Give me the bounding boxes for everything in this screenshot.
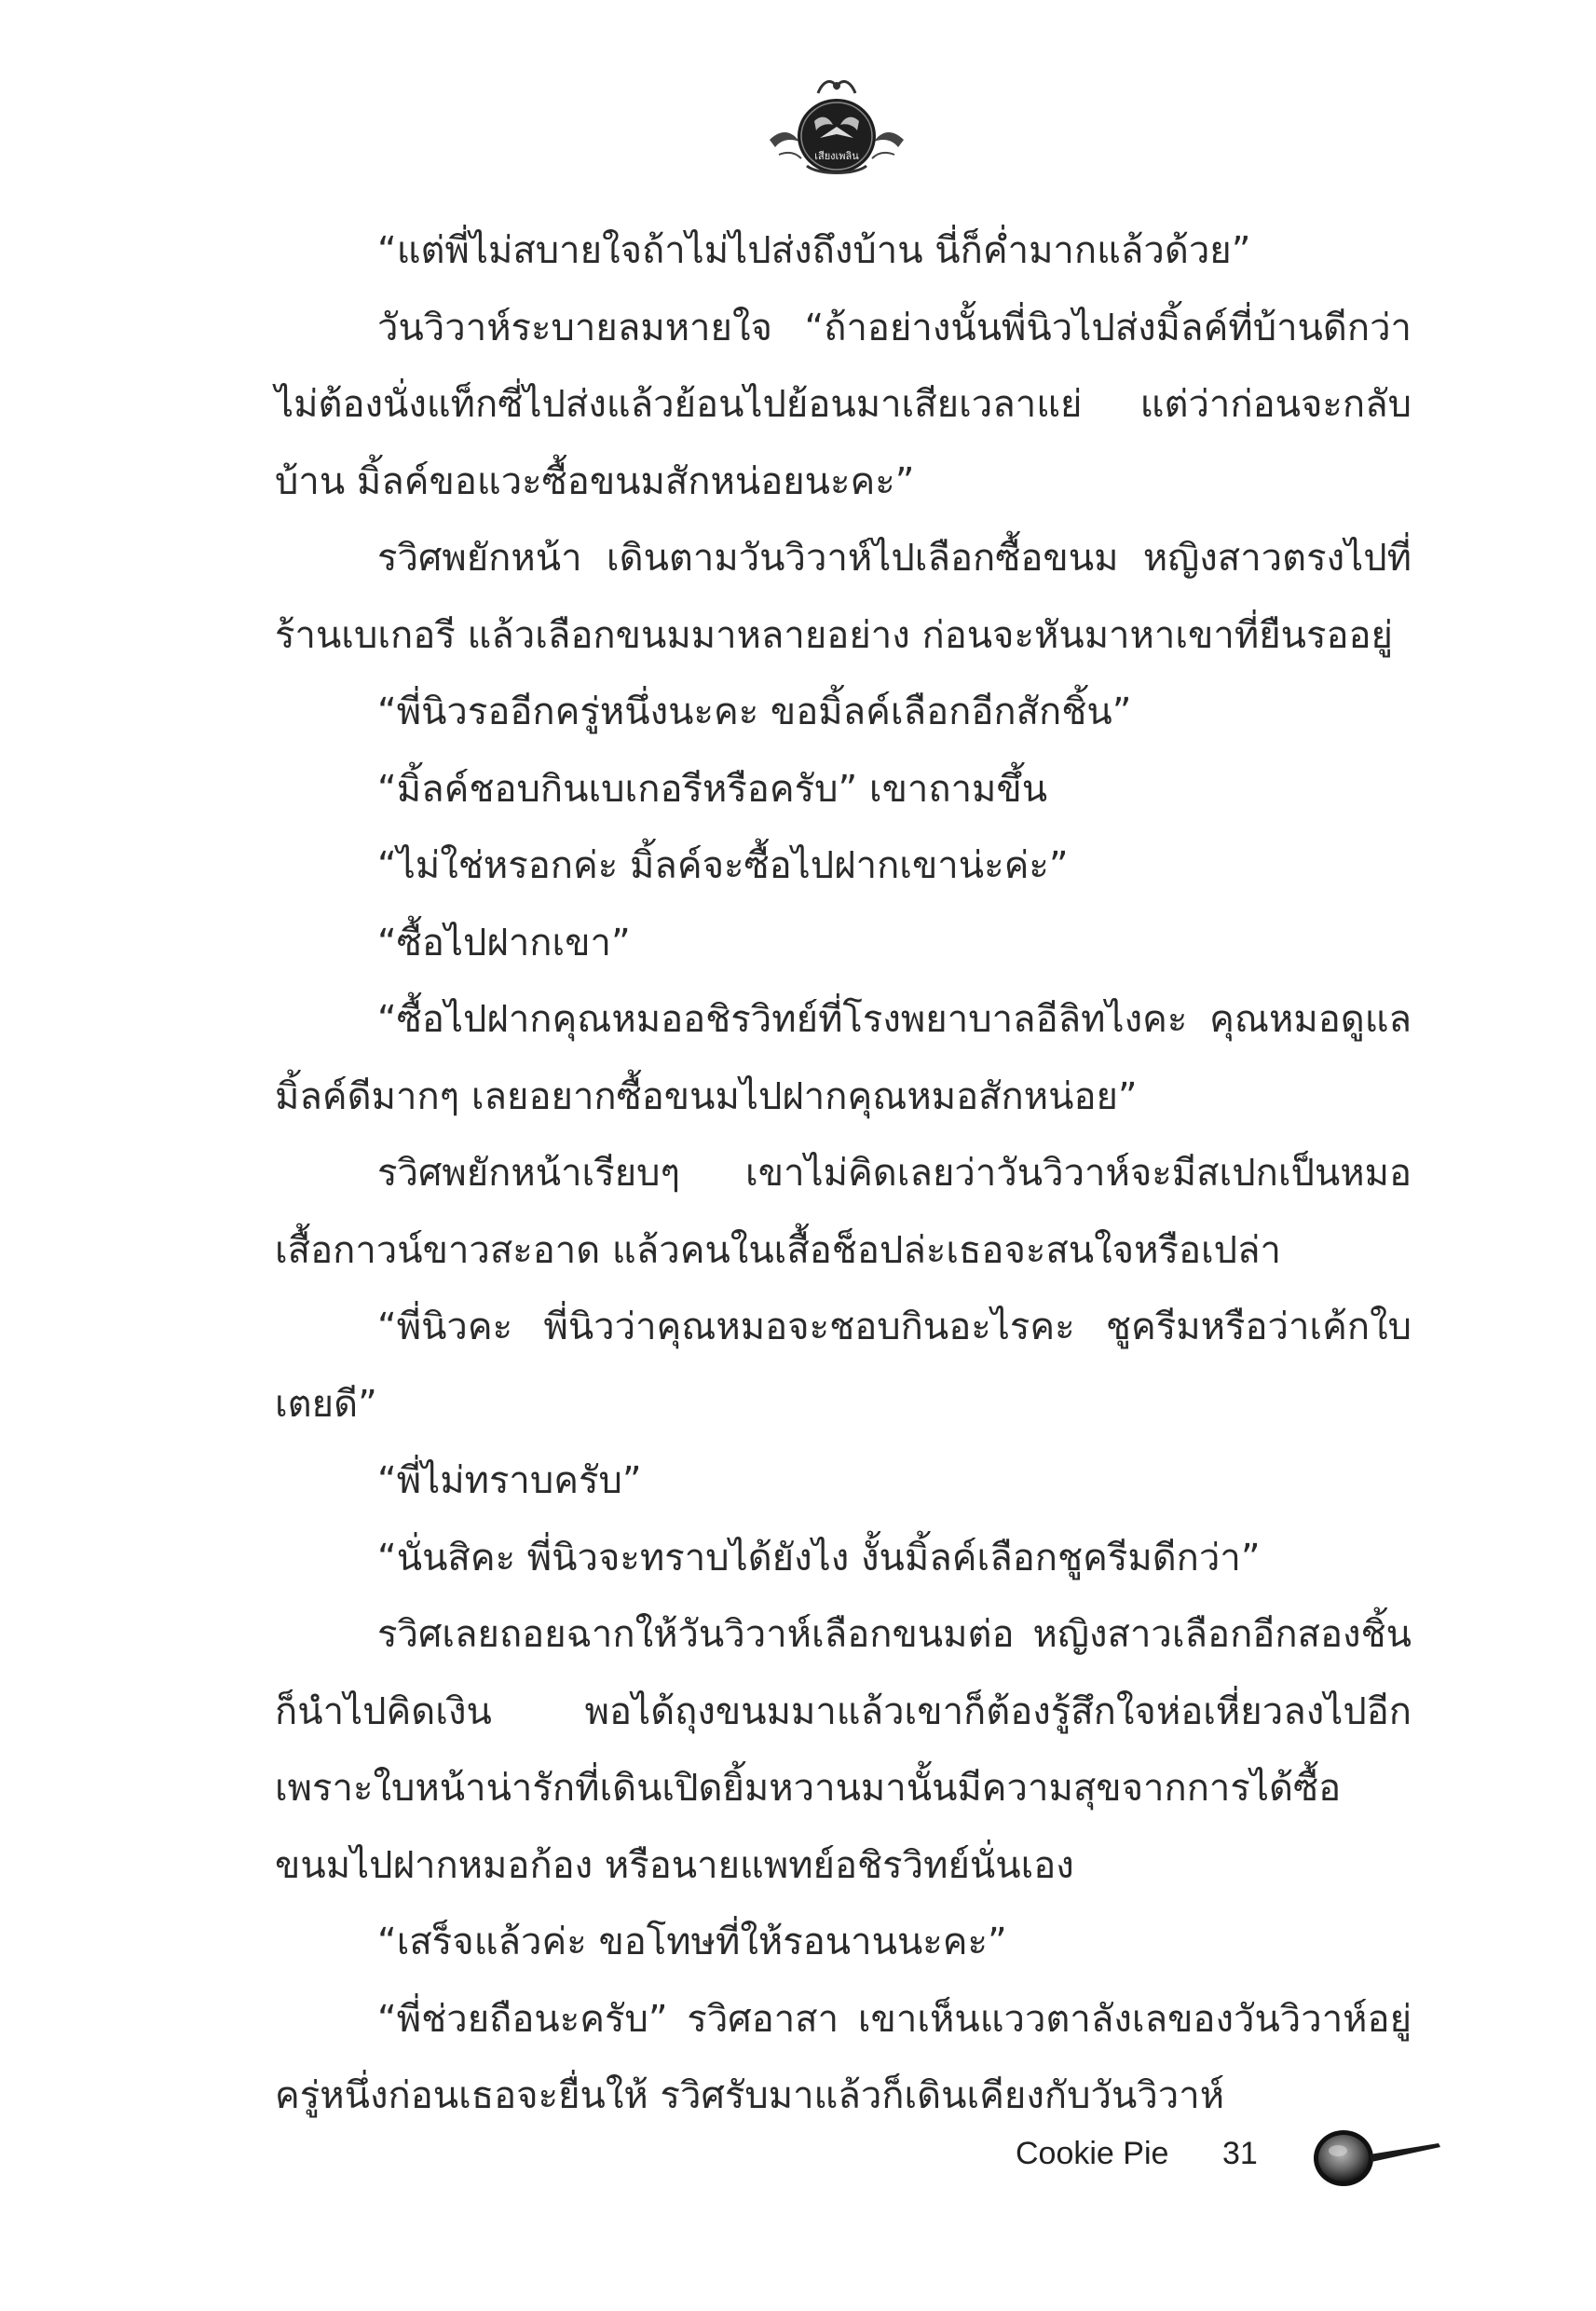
paragraph: “พี่นิวรออีกครู่หนึ่งนะคะ ขอมิ้ลค์เลือกอีกสักชิ้น” <box>377 691 1132 733</box>
publisher-logo <box>762 73 911 183</box>
frying-pan-icon <box>1312 2125 1442 2190</box>
page-number: 31 <box>1222 2136 1258 2171</box>
paragraph: “แต่พี่ไม่สบายใจถ้าไม่ไปส่งถึงบ้าน นี่ก็ค่ำมากแล้วด้วย” <box>377 229 1251 272</box>
paragraph: “นั่นสิคะ พี่นิวจะทราบได้ยังไง งั้นมิ้ลค์เลือกชูครีมดีกว่า” <box>377 1536 1261 1579</box>
paragraph: รวิศเลยถอยฉากให้วันวิวาห์เลือกขนมต่อ หญิงสาวเลือกอีกสองชิ้นก็นำไปคิดเงิน พอได้ถุงขนมมาแล้วเขาก็ต้องรู้สึกใจห่อเหี่ยวลงไปอีก เพราะใบหน้าน่ารักที่เดินเปิดยิ้มหวานมานั้นมีความสุขจากการได้ซื้อขนมไปฝากหมอก้อง หรือนายแพทย์อชิรวิทย์นั่นเอง <box>275 1613 1412 1887</box>
paragraph: “เสร็จแล้วค่ะ ขอโทษที่ให้รอนานนะคะ” <box>377 1921 1007 1963</box>
paragraph: “พี่นิวคะ พี่นิวว่าคุณหมอจะชอบกินอะไรคะ ชูครีมหรือว่าเค้กใบเตยดี” <box>275 1306 1412 1426</box>
ornate-crest-icon <box>762 73 911 183</box>
paragraph: รวิศพยักหน้า เดินตามวันวิวาห์ไปเลือกซื้อขนม หญิงสาวตรงไปที่ร้านเบเกอรี แล้วเลือกขนมมาหลายอย่าง ก่อนจะหันมาหาเขาที่ยืนรออยู่ <box>275 537 1412 657</box>
story-body <box>275 212 1412 2135</box>
paragraph: รวิศพยักหน้าเรียบๆ เขาไม่คิดเลยว่าวันวิวาห์จะมีสเปกเป็นหมอเสื้อกาวน์ขาวสะอาด แล้วคนในเสื้อช็อปล่ะเธอจะสนใจหรือเปล่า <box>275 1152 1412 1272</box>
paragraph: วันวิวาห์ระบายลมหายใจ “ถ้าอย่างนั้นพี่นิวไปส่งมิ้ลค์ที่บ้านดีกว่า ไม่ต้องนั่งแท็กซี่ไปส่งแล้วย้อนไปย้อนมาเสียเวลาแย่ แต่ว่าก่อนจะกลับบ้าน มิ้ลค์ขอแวะซื้อขนมสักหน่อยนะคะ” <box>275 306 1412 503</box>
paragraph: “พี่ไม่ทราบครับ” <box>377 1459 642 1502</box>
paragraph: “มิ้ลค์ชอบกินเบเกอรีหรือครับ” เขาถามขึ้น <box>377 767 1048 811</box>
page-footer <box>1016 2130 1444 2182</box>
paragraph: “ซื้อไปฝากคุณหมออชิรวิทย์ที่โรงพยาบาลอีลิทไงคะ คุณหมอดูแลมิ้ลค์ดีมากๆ เลยอยากซื้อขนมไปฝากคุณหมอสักหน่อย” <box>275 998 1412 1118</box>
book-title: Cookie Pie <box>1016 2136 1169 2171</box>
logo-text: เสียงเพลิน <box>814 150 859 162</box>
paragraph: “ไม่ใช่หรอกค่ะ มิ้ลค์จะซื้อไปฝากเขาน่ะค่ะ” <box>377 844 1069 887</box>
paragraph: “พี่ช่วยถือนะครับ” รวิศอาสา เขาเห็นแววตาลังเลของวันวิวาห์อยู่ครู่หนึ่งก่อนเธอจะยื่นให้ รวิศรับมาแล้วก็เดินเคียงกับวันวิวาห์ <box>275 1997 1412 2117</box>
paragraph: “ซื้อไปฝากเขา” <box>377 921 631 964</box>
